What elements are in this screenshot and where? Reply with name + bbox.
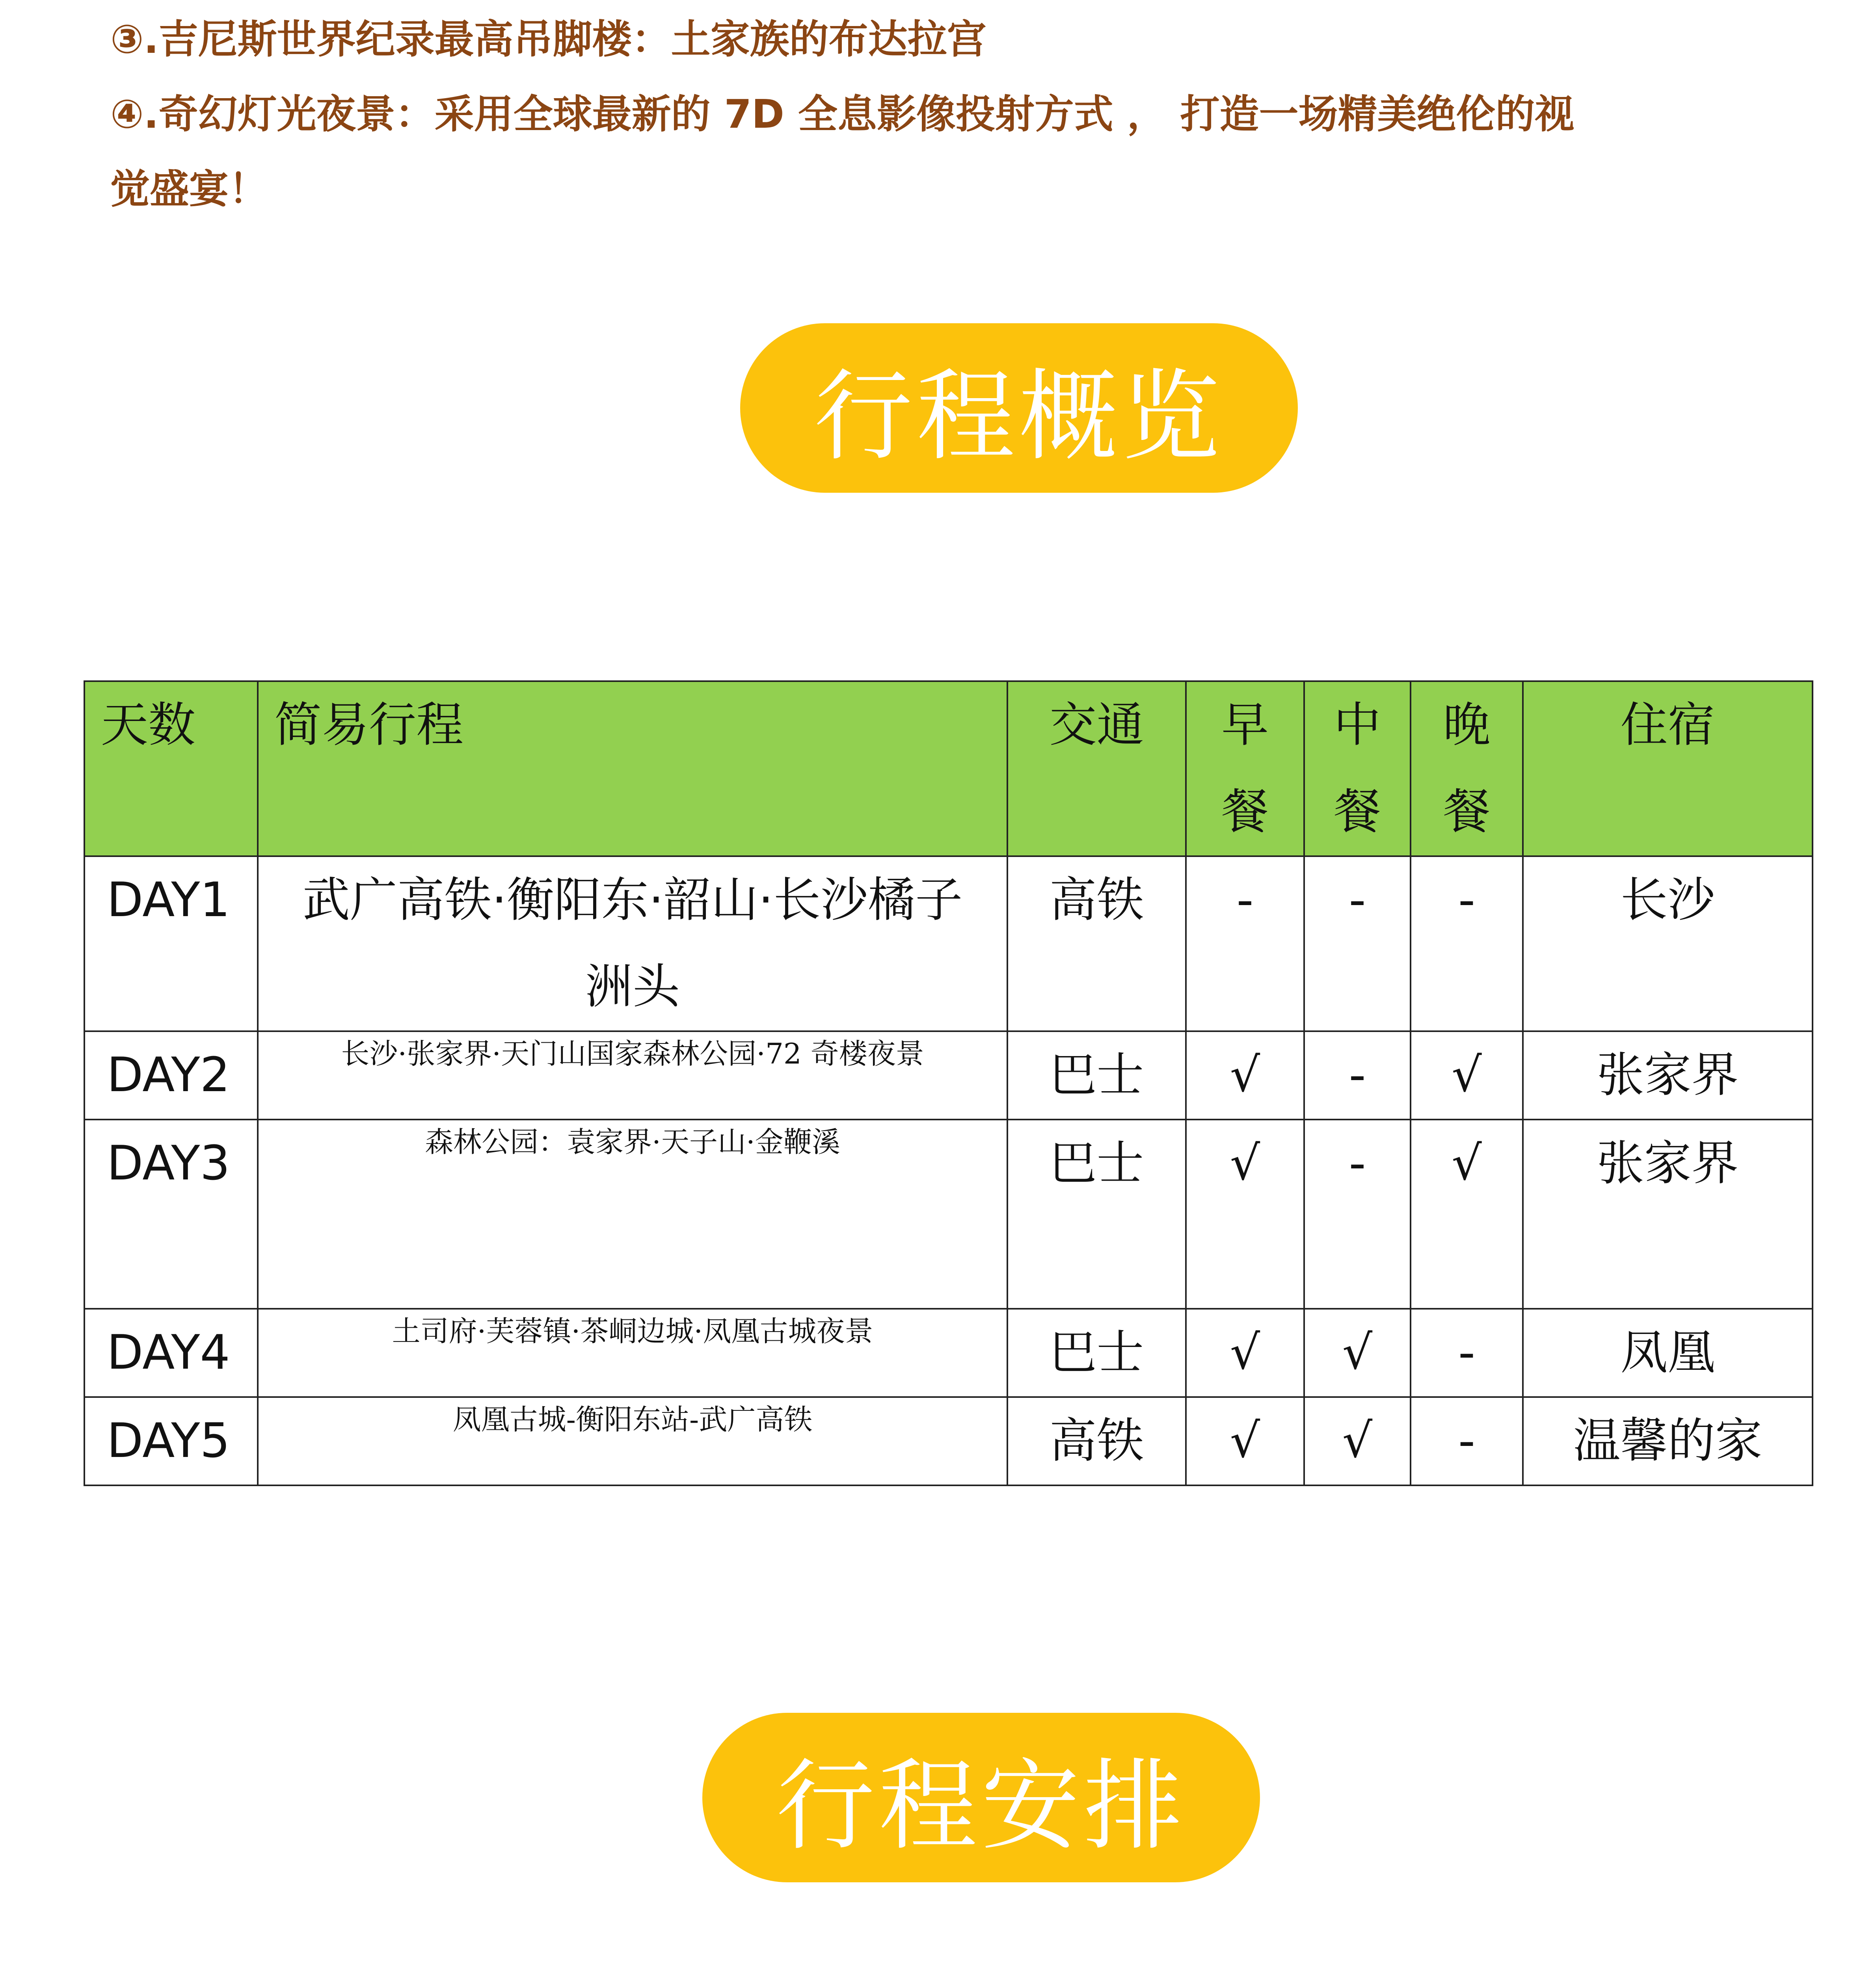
highlight-4-line-1: ④.奇幻灯光夜景：采用全球最新的 7D 全息影像投射方式 ， 打造一场精美绝伦的视	[110, 91, 1574, 137]
transport-cell: 高铁	[1007, 856, 1186, 1031]
route-cell: 凤凰古城-衡阳东站-武广高铁	[258, 1397, 1007, 1485]
dinner-cell: -	[1411, 1309, 1523, 1397]
table-header-row	[84, 681, 1813, 856]
breakfast-cell: √	[1186, 1120, 1304, 1309]
route-line-2: 洲头	[585, 959, 680, 1014]
table-row	[84, 1031, 1813, 1120]
day-cell: DAY4	[84, 1309, 258, 1397]
day-cell: DAY1	[84, 856, 258, 1031]
route-cell: 长沙·张家界·天门山国家森林公园·72 奇楼夜景	[258, 1031, 1007, 1120]
section-overview-title: 行程概览	[740, 323, 1298, 493]
lunch-cell: √	[1304, 1397, 1411, 1485]
col-header-dinner-2: 餐	[1443, 784, 1491, 839]
col-header-lunch-1: 中	[1334, 698, 1381, 753]
highlight-4-line-2: 觉盛宴！	[110, 166, 268, 212]
breakfast-cell: √	[1186, 1031, 1304, 1120]
route-cell	[258, 856, 1007, 1031]
col-header-day: 天数	[84, 681, 258, 856]
day-cell: DAY5	[84, 1397, 258, 1485]
hotel-cell: 温馨的家	[1523, 1397, 1813, 1485]
col-header-lunch-2: 餐	[1334, 784, 1381, 839]
breakfast-cell: -	[1186, 856, 1304, 1031]
col-header-dinner-1: 晚	[1443, 698, 1491, 753]
hotel-cell: 凤凰	[1523, 1309, 1813, 1397]
transport-cell: 高铁	[1007, 1397, 1186, 1485]
breakfast-cell: √	[1186, 1397, 1304, 1485]
transport-cell: 巴士	[1007, 1120, 1186, 1309]
col-header-route: 简易行程	[258, 681, 1007, 856]
dinner-cell: -	[1411, 856, 1523, 1031]
hotel-cell: 张家界	[1523, 1031, 1813, 1120]
col-header-breakfast	[1186, 681, 1304, 856]
route-cell: 土司府·芙蓉镇·茶峒边城·凤凰古城夜景	[258, 1309, 1007, 1397]
dinner-cell: √	[1411, 1031, 1523, 1120]
hotel-cell: 张家界	[1523, 1120, 1813, 1309]
col-header-breakfast-1: 早	[1221, 698, 1269, 753]
highlight-3: ③.吉尼斯世界纪录最高吊脚楼：土家族的布达拉宫	[110, 16, 986, 62]
route-line-1: 武广高铁·衡阳东·韶山·长沙橘子	[302, 873, 963, 928]
dinner-cell: √	[1411, 1120, 1523, 1309]
table-row	[84, 1397, 1813, 1485]
route-cell: 森林公园：袁家界·天子山·金鞭溪	[258, 1120, 1007, 1309]
hotel-cell: 长沙	[1523, 856, 1813, 1031]
itinerary-table	[84, 680, 1813, 1486]
col-header-hotel: 住宿	[1523, 681, 1813, 856]
col-header-dinner	[1411, 681, 1523, 856]
section-schedule-title: 行程安排	[702, 1713, 1260, 1882]
col-header-transport: 交通	[1007, 681, 1186, 856]
transport-cell: 巴士	[1007, 1309, 1186, 1397]
table-row	[84, 856, 1813, 1031]
lunch-cell: -	[1304, 1120, 1411, 1309]
table-row	[84, 1309, 1813, 1397]
table-row	[84, 1120, 1813, 1309]
transport-cell: 巴士	[1007, 1031, 1186, 1120]
lunch-cell: √	[1304, 1309, 1411, 1397]
breakfast-cell: √	[1186, 1309, 1304, 1397]
day-cell: DAY3	[84, 1120, 258, 1309]
lunch-cell: -	[1304, 1031, 1411, 1120]
col-header-lunch	[1304, 681, 1411, 856]
col-header-breakfast-2: 餐	[1221, 784, 1269, 839]
day-cell: DAY2	[84, 1031, 258, 1120]
dinner-cell: -	[1411, 1397, 1523, 1485]
lunch-cell: -	[1304, 856, 1411, 1031]
